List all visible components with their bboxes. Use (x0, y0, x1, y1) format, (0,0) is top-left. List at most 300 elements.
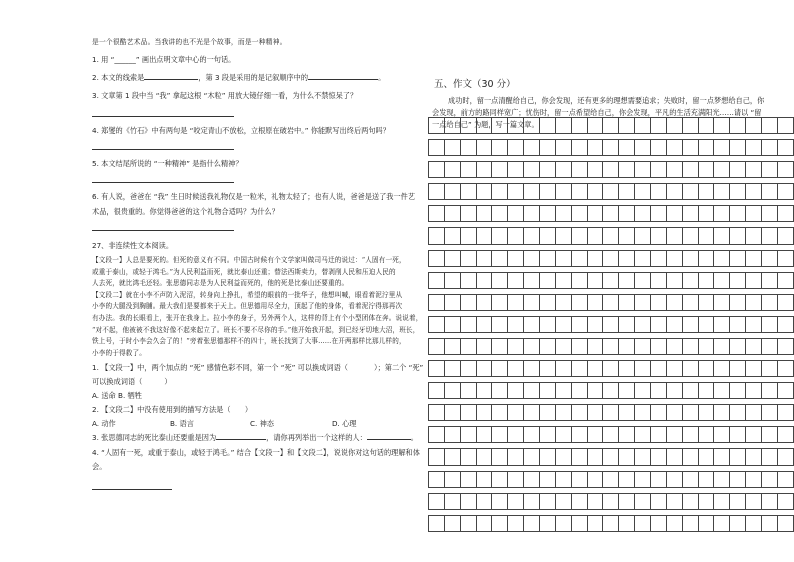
grid-cell[interactable] (682, 515, 698, 531)
grid-cell[interactable] (524, 184, 540, 200)
grid-cell[interactable] (587, 338, 603, 354)
answer-blank[interactable] (367, 433, 411, 440)
grid-cell[interactable] (746, 162, 762, 178)
grid-cell[interactable] (762, 294, 778, 310)
grid-cell[interactable] (444, 493, 460, 509)
grid-cell[interactable] (508, 405, 524, 421)
grid-cell[interactable] (571, 272, 587, 288)
grid-cell[interactable] (540, 515, 556, 531)
grid-cell[interactable] (698, 316, 714, 332)
grid-cell[interactable] (698, 493, 714, 509)
grid-cell[interactable] (619, 383, 635, 399)
grid-cell[interactable] (714, 471, 730, 487)
grid-cell[interactable] (540, 294, 556, 310)
grid-cell[interactable] (666, 383, 682, 399)
grid-cell[interactable] (476, 316, 492, 332)
grid-cell[interactable] (603, 228, 619, 244)
grid-cell[interactable] (698, 206, 714, 222)
grid-cell[interactable] (429, 338, 445, 354)
grid-cell[interactable] (651, 206, 667, 222)
grid-cell[interactable] (587, 471, 603, 487)
option-c[interactable]: C. 神态 (250, 419, 274, 429)
grid-cell[interactable] (508, 316, 524, 332)
grid-cell[interactable] (635, 228, 651, 244)
grid-cell[interactable] (555, 250, 571, 266)
grid-cell[interactable] (777, 493, 793, 509)
grid-cell[interactable] (777, 316, 793, 332)
grid-cell[interactable] (492, 515, 508, 531)
grid-cell[interactable] (587, 206, 603, 222)
grid-cell[interactable] (746, 471, 762, 487)
grid-cell[interactable] (651, 272, 667, 288)
grid-cell[interactable] (714, 405, 730, 421)
grid-cell[interactable] (508, 140, 524, 156)
grid-cell[interactable] (476, 250, 492, 266)
grid-cell[interactable] (524, 294, 540, 310)
grid-cell[interactable] (603, 338, 619, 354)
grid-cell[interactable] (587, 361, 603, 377)
grid-cell[interactable] (746, 405, 762, 421)
grid-cell[interactable] (666, 471, 682, 487)
grid-cell[interactable] (682, 427, 698, 443)
grid-cell[interactable] (682, 294, 698, 310)
grid-cell[interactable] (698, 405, 714, 421)
grid-cell[interactable] (540, 383, 556, 399)
grid-cell[interactable] (476, 162, 492, 178)
grid-cell[interactable] (619, 206, 635, 222)
grid-cell[interactable] (762, 449, 778, 465)
grid-cell[interactable] (777, 338, 793, 354)
grid-cell[interactable] (429, 206, 445, 222)
grid-cell[interactable] (698, 383, 714, 399)
grid-cell[interactable] (460, 228, 476, 244)
grid-cell[interactable] (635, 184, 651, 200)
grid-cell[interactable] (444, 184, 460, 200)
grid-cell[interactable] (698, 272, 714, 288)
grid-cell[interactable] (444, 228, 460, 244)
grid-cell[interactable] (619, 184, 635, 200)
grid-cell[interactable] (714, 294, 730, 310)
grid-cell[interactable] (651, 118, 667, 134)
answer-line[interactable] (92, 149, 234, 150)
grid-cell[interactable] (571, 427, 587, 443)
grid-cell[interactable] (666, 250, 682, 266)
grid-cell[interactable] (651, 228, 667, 244)
grid-cell[interactable] (651, 184, 667, 200)
grid-cell[interactable] (444, 383, 460, 399)
grid-cell[interactable] (777, 118, 793, 134)
grid-cell[interactable] (730, 250, 746, 266)
grid-cell[interactable] (651, 250, 667, 266)
grid-cell[interactable] (524, 250, 540, 266)
grid-cell[interactable] (714, 449, 730, 465)
grid-cell[interactable] (444, 449, 460, 465)
grid-cell[interactable] (730, 427, 746, 443)
grid-cell[interactable] (666, 184, 682, 200)
grid-cell[interactable] (666, 515, 682, 531)
grid-cell[interactable] (651, 294, 667, 310)
grid-cell[interactable] (746, 140, 762, 156)
grid-cell[interactable] (777, 206, 793, 222)
grid-cell[interactable] (619, 515, 635, 531)
grid-cell[interactable] (444, 427, 460, 443)
grid-cell[interactable] (492, 140, 508, 156)
grid-cell[interactable] (698, 228, 714, 244)
grid-cell[interactable] (540, 405, 556, 421)
grid-cell[interactable] (666, 427, 682, 443)
grid-cell[interactable] (603, 250, 619, 266)
composition-grid[interactable] (428, 117, 794, 532)
grid-cell[interactable] (460, 250, 476, 266)
grid-cell[interactable] (777, 140, 793, 156)
grid-cell[interactable] (714, 250, 730, 266)
grid-cell[interactable] (635, 162, 651, 178)
grid-cell[interactable] (571, 228, 587, 244)
grid-cell[interactable] (635, 206, 651, 222)
grid-cell[interactable] (444, 294, 460, 310)
grid-cell[interactable] (603, 272, 619, 288)
grid-cell[interactable] (476, 361, 492, 377)
grid-cell[interactable] (651, 338, 667, 354)
grid-cell[interactable] (619, 338, 635, 354)
grid-cell[interactable] (698, 250, 714, 266)
grid-cell[interactable] (603, 140, 619, 156)
grid-cell[interactable] (460, 427, 476, 443)
grid-cell[interactable] (762, 383, 778, 399)
grid-cell[interactable] (619, 471, 635, 487)
grid-cell[interactable] (476, 118, 492, 134)
grid-cell[interactable] (698, 294, 714, 310)
grid-cell[interactable] (492, 206, 508, 222)
grid-cell[interactable] (524, 427, 540, 443)
grid-cell[interactable] (746, 493, 762, 509)
grid-cell[interactable] (476, 427, 492, 443)
grid-cell[interactable] (571, 294, 587, 310)
grid-cell[interactable] (476, 493, 492, 509)
option-a[interactable]: A. 动作 (92, 419, 116, 429)
grid-cell[interactable] (698, 118, 714, 134)
answer-line[interactable] (92, 489, 172, 490)
grid-cell[interactable] (619, 140, 635, 156)
grid-cell[interactable] (651, 405, 667, 421)
grid-cell[interactable] (587, 228, 603, 244)
grid-cell[interactable] (746, 338, 762, 354)
grid-cell[interactable] (714, 140, 730, 156)
grid-cell[interactable] (587, 316, 603, 332)
grid-cell[interactable] (492, 184, 508, 200)
grid-cell[interactable] (762, 471, 778, 487)
grid-cell[interactable] (714, 338, 730, 354)
grid-cell[interactable] (555, 427, 571, 443)
grid-cell[interactable] (571, 449, 587, 465)
grid-cell[interactable] (460, 383, 476, 399)
grid-cell[interactable] (619, 427, 635, 443)
grid-cell[interactable] (508, 471, 524, 487)
grid-cell[interactable] (619, 449, 635, 465)
grid-cell[interactable] (666, 140, 682, 156)
grid-cell[interactable] (714, 361, 730, 377)
grid-cell[interactable] (429, 118, 445, 134)
grid-cell[interactable] (666, 493, 682, 509)
grid-cell[interactable] (492, 338, 508, 354)
grid-cell[interactable] (492, 162, 508, 178)
answer-blank[interactable] (308, 73, 378, 80)
grid-cell[interactable] (540, 471, 556, 487)
grid-cell[interactable] (587, 383, 603, 399)
grid-cell[interactable] (524, 515, 540, 531)
grid-cell[interactable] (777, 427, 793, 443)
grid-cell[interactable] (777, 515, 793, 531)
grid-cell[interactable] (524, 338, 540, 354)
grid-cell[interactable] (492, 228, 508, 244)
grid-cell[interactable] (603, 383, 619, 399)
grid-cell[interactable] (508, 228, 524, 244)
grid-cell[interactable] (635, 118, 651, 134)
grid-cell[interactable] (571, 140, 587, 156)
grid-cell[interactable] (540, 316, 556, 332)
grid-cell[interactable] (555, 228, 571, 244)
grid-cell[interactable] (571, 338, 587, 354)
grid-cell[interactable] (555, 338, 571, 354)
grid-cell[interactable] (603, 515, 619, 531)
grid-cell[interactable] (746, 383, 762, 399)
grid-cell[interactable] (524, 316, 540, 332)
grid-cell[interactable] (587, 405, 603, 421)
grid-cell[interactable] (698, 184, 714, 200)
grid-cell[interactable] (635, 383, 651, 399)
grid-cell[interactable] (714, 316, 730, 332)
grid-cell[interactable] (540, 493, 556, 509)
grid-cell[interactable] (476, 140, 492, 156)
grid-cell[interactable] (746, 118, 762, 134)
grid-cell[interactable] (429, 250, 445, 266)
grid-cell[interactable] (698, 471, 714, 487)
grid-cell[interactable] (762, 316, 778, 332)
answer-blank[interactable] (216, 433, 266, 440)
grid-cell[interactable] (698, 162, 714, 178)
grid-cell[interactable] (619, 493, 635, 509)
grid-cell[interactable] (635, 471, 651, 487)
grid-cell[interactable] (587, 184, 603, 200)
grid-cell[interactable] (524, 206, 540, 222)
grid-cell[interactable] (460, 272, 476, 288)
grid-cell[interactable] (635, 515, 651, 531)
grid-cell[interactable] (492, 427, 508, 443)
grid-cell[interactable] (651, 383, 667, 399)
grid-cell[interactable] (682, 493, 698, 509)
grid-cell[interactable] (682, 206, 698, 222)
grid-cell[interactable] (555, 449, 571, 465)
grid-cell[interactable] (460, 515, 476, 531)
grid-cell[interactable] (429, 427, 445, 443)
grid-cell[interactable] (508, 493, 524, 509)
grid-cell[interactable] (444, 515, 460, 531)
grid-cell[interactable] (587, 118, 603, 134)
grid-cell[interactable] (666, 118, 682, 134)
grid-cell[interactable] (698, 361, 714, 377)
grid-cell[interactable] (730, 338, 746, 354)
grid-cell[interactable] (651, 140, 667, 156)
grid-cell[interactable] (762, 493, 778, 509)
grid-cell[interactable] (746, 316, 762, 332)
grid-cell[interactable] (555, 405, 571, 421)
grid-cell[interactable] (714, 206, 730, 222)
grid-cell[interactable] (730, 140, 746, 156)
grid-cell[interactable] (682, 162, 698, 178)
grid-cell[interactable] (492, 294, 508, 310)
grid-cell[interactable] (492, 118, 508, 134)
grid-cell[interactable] (571, 316, 587, 332)
grid-cell[interactable] (429, 316, 445, 332)
grid-cell[interactable] (730, 272, 746, 288)
grid-cell[interactable] (429, 515, 445, 531)
grid-cell[interactable] (444, 250, 460, 266)
grid-cell[interactable] (714, 162, 730, 178)
grid-cell[interactable] (492, 272, 508, 288)
grid-cell[interactable] (508, 515, 524, 531)
grid-cell[interactable] (730, 515, 746, 531)
grid-cell[interactable] (476, 184, 492, 200)
grid-cell[interactable] (730, 493, 746, 509)
grid-cell[interactable] (730, 316, 746, 332)
grid-cell[interactable] (603, 206, 619, 222)
grid-cell[interactable] (730, 228, 746, 244)
grid-cell[interactable] (524, 272, 540, 288)
grid-cell[interactable] (746, 250, 762, 266)
grid-cell[interactable] (540, 250, 556, 266)
grid-cell[interactable] (555, 294, 571, 310)
grid-cell[interactable] (460, 405, 476, 421)
grid-cell[interactable] (698, 338, 714, 354)
grid-cell[interactable] (777, 383, 793, 399)
grid-cell[interactable] (444, 162, 460, 178)
grid-cell[interactable] (429, 228, 445, 244)
grid-cell[interactable] (492, 405, 508, 421)
grid-cell[interactable] (635, 449, 651, 465)
grid-cell[interactable] (635, 272, 651, 288)
grid-cell[interactable] (524, 405, 540, 421)
grid-cell[interactable] (587, 515, 603, 531)
grid-cell[interactable] (777, 405, 793, 421)
grid-cell[interactable] (635, 140, 651, 156)
grid-cell[interactable] (460, 361, 476, 377)
grid-cell[interactable] (555, 316, 571, 332)
grid-cell[interactable] (746, 184, 762, 200)
grid-cell[interactable] (524, 118, 540, 134)
grid-cell[interactable] (777, 361, 793, 377)
grid-cell[interactable] (698, 140, 714, 156)
grid-cell[interactable] (571, 162, 587, 178)
grid-cell[interactable] (444, 405, 460, 421)
grid-cell[interactable] (762, 427, 778, 443)
grid-cell[interactable] (635, 361, 651, 377)
grid-cell[interactable] (666, 449, 682, 465)
grid-cell[interactable] (666, 316, 682, 332)
grid-cell[interactable] (682, 272, 698, 288)
grid-cell[interactable] (666, 361, 682, 377)
grid-cell[interactable] (730, 184, 746, 200)
grid-cell[interactable] (619, 162, 635, 178)
grid-cell[interactable] (603, 162, 619, 178)
grid-cell[interactable] (555, 184, 571, 200)
grid-cell[interactable] (666, 162, 682, 178)
grid-cell[interactable] (524, 140, 540, 156)
grid-cell[interactable] (603, 427, 619, 443)
grid-cell[interactable] (508, 361, 524, 377)
grid-cell[interactable] (714, 118, 730, 134)
grid-cell[interactable] (714, 228, 730, 244)
grid-cell[interactable] (651, 162, 667, 178)
answer-line[interactable] (92, 116, 234, 117)
grid-cell[interactable] (714, 383, 730, 399)
grid-cell[interactable] (429, 405, 445, 421)
answer-blank[interactable] (144, 73, 198, 80)
grid-cell[interactable] (444, 272, 460, 288)
grid-cell[interactable] (460, 206, 476, 222)
grid-cell[interactable] (492, 471, 508, 487)
grid-cell[interactable] (508, 250, 524, 266)
grid-cell[interactable] (714, 184, 730, 200)
grid-cell[interactable] (682, 140, 698, 156)
grid-cell[interactable] (492, 383, 508, 399)
grid-cell[interactable] (762, 118, 778, 134)
grid-cell[interactable] (762, 405, 778, 421)
grid-cell[interactable] (777, 162, 793, 178)
grid-cell[interactable] (508, 449, 524, 465)
grid-cell[interactable] (460, 294, 476, 310)
grid-cell[interactable] (682, 449, 698, 465)
grid-cell[interactable] (698, 449, 714, 465)
grid-cell[interactable] (746, 294, 762, 310)
grid-cell[interactable] (429, 140, 445, 156)
grid-cell[interactable] (777, 184, 793, 200)
grid-cell[interactable] (524, 471, 540, 487)
grid-cell[interactable] (444, 206, 460, 222)
grid-cell[interactable] (714, 515, 730, 531)
grid-cell[interactable] (476, 228, 492, 244)
grid-cell[interactable] (540, 206, 556, 222)
grid-cell[interactable] (571, 515, 587, 531)
grid-cell[interactable] (476, 449, 492, 465)
grid-cell[interactable] (524, 361, 540, 377)
grid-cell[interactable] (508, 427, 524, 443)
grid-cell[interactable] (762, 515, 778, 531)
grid-cell[interactable] (571, 493, 587, 509)
grid-cell[interactable] (682, 118, 698, 134)
grid-cell[interactable] (730, 383, 746, 399)
grid-cell[interactable] (524, 228, 540, 244)
grid-cell[interactable] (666, 294, 682, 310)
grid-cell[interactable] (587, 162, 603, 178)
grid-cell[interactable] (444, 471, 460, 487)
grid-cell[interactable] (444, 140, 460, 156)
grid-cell[interactable] (444, 118, 460, 134)
grid-cell[interactable] (508, 294, 524, 310)
option-b[interactable]: B. 语言 (170, 419, 194, 429)
grid-cell[interactable] (476, 383, 492, 399)
grid-cell[interactable] (555, 272, 571, 288)
grid-cell[interactable] (540, 449, 556, 465)
grid-cell[interactable] (603, 493, 619, 509)
grid-cell[interactable] (460, 162, 476, 178)
grid-cell[interactable] (429, 272, 445, 288)
answer-line[interactable] (92, 230, 234, 231)
grid-cell[interactable] (571, 250, 587, 266)
grid-cell[interactable] (603, 361, 619, 377)
grid-cell[interactable] (492, 250, 508, 266)
grid-cell[interactable] (460, 184, 476, 200)
grid-cell[interactable] (682, 228, 698, 244)
